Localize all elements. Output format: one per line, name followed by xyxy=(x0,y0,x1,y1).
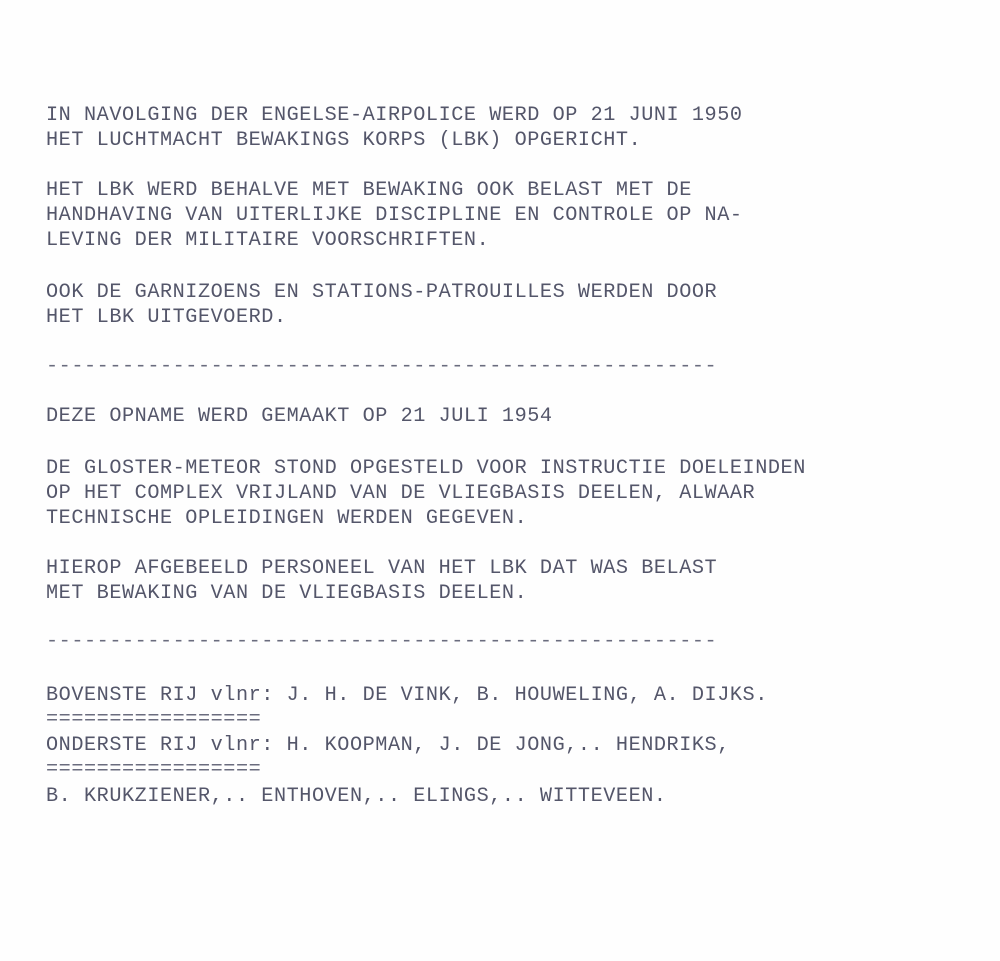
text-line: HANDHAVING VAN UITERLIJKE DISCIPLINE EN CONTROLE OP NA- xyxy=(46,204,743,227)
names-bottom-row-continued: B. KRUKZIENER,.. ENTHOVEN,.. ELINGS,.. WITTEVEEN. xyxy=(46,785,667,808)
text-line: LEVING DER MILITAIRE VOORSCHRIFTEN. xyxy=(46,229,490,252)
text-line: MET BEWAKING VAN DE VLIEGBASIS DEELEN. xyxy=(46,582,528,605)
names-bottom-row: ONDERSTE RIJ vlnr: H. KOOPMAN, J. DE JONG,.. HENDRIKS, xyxy=(46,734,730,757)
double-underline: ================= xyxy=(46,708,262,731)
text-line: HET LBK WERD BEHALVE MET BEWAKING OOK BELAST MET DE xyxy=(46,179,692,202)
text-line: HET LBK UITGEVOERD. xyxy=(46,306,287,329)
dashed-separator: ----------------------------------------------------- xyxy=(46,630,718,653)
text-line: TECHNISCHE OPLEIDINGEN WERDEN GEGEVEN. xyxy=(46,507,528,530)
text-line: OP HET COMPLEX VRIJLAND VAN DE VLIEGBASIS DEELEN, ALWAAR xyxy=(46,482,756,505)
text-line: HIEROP AFGEBEELD PERSONEEL VAN HET LBK DAT WAS BELAST xyxy=(46,557,718,580)
dashed-separator: ----------------------------------------------------- xyxy=(46,355,718,378)
double-underline: ================= xyxy=(46,758,262,781)
text-line: IN NAVOLGING DER ENGELSE-AIRPOLICE WERD OP 21 JUNI 1950 xyxy=(46,104,743,127)
names-top-row: BOVENSTE RIJ vlnr: J. H. DE VINK, B. HOUWELING, A. DIJKS. xyxy=(46,684,768,707)
text-line: DE GLOSTER-METEOR STOND OPGESTELD VOOR INSTRUCTIE DOELEINDEN xyxy=(46,457,806,480)
text-line: HET LUCHTMACHT BEWAKINGS KORPS (LBK) OPGERICHT. xyxy=(46,129,642,152)
text-line: DEZE OPNAME WERD GEMAAKT OP 21 JULI 1954 xyxy=(46,405,553,428)
text-line: OOK DE GARNIZOENS EN STATIONS-PATROUILLES WERDEN DOOR xyxy=(46,281,718,304)
